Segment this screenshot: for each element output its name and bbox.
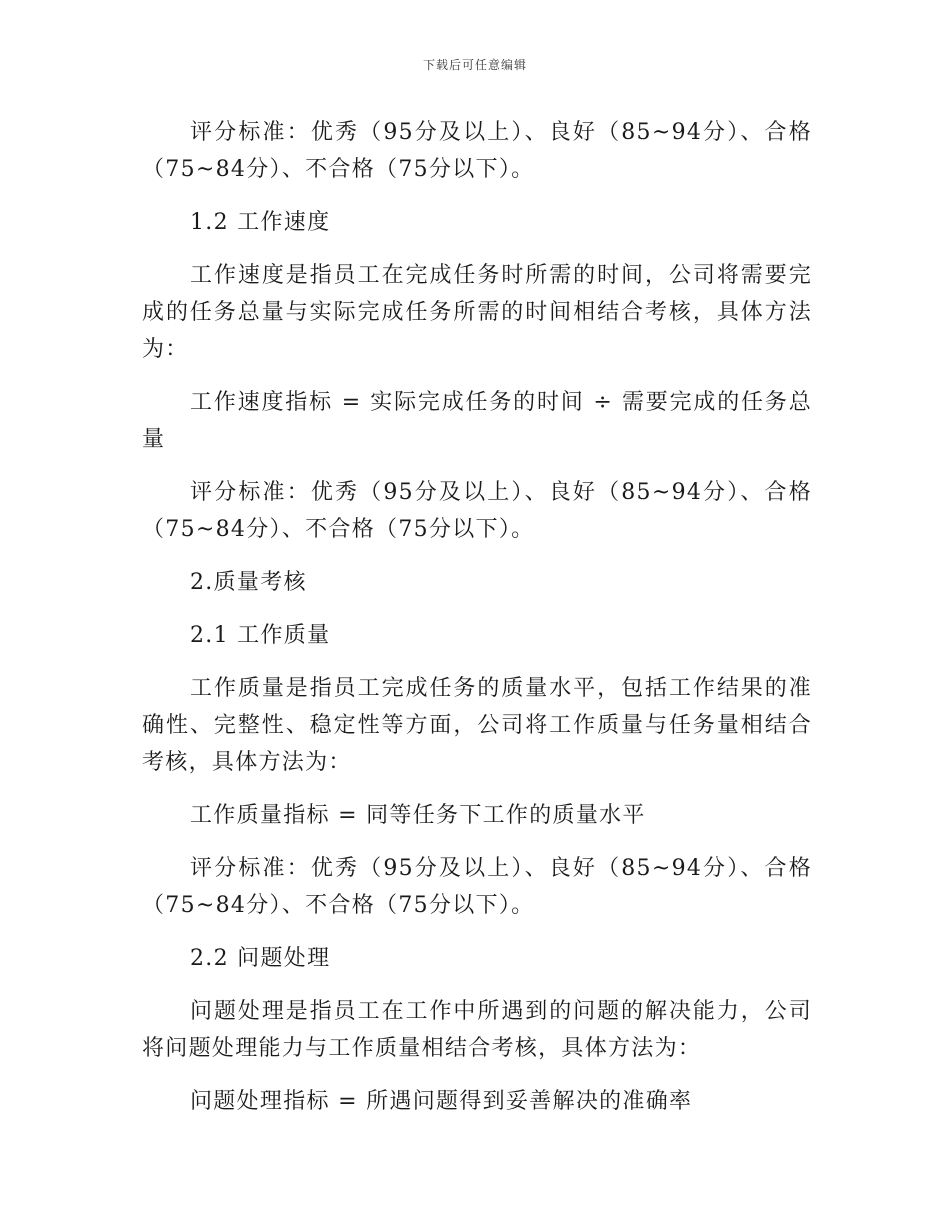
work-speed-description: 工作速度是指员工在完成任务时所需的时间，公司将需要完成的任务总量与实际完成任务所需的时间相结合考核，具体方法为： bbox=[142, 263, 812, 362]
scoring-criteria-paragraph: 评分标准：优秀（95分及以上）、良好（85~94分）、合格（75~84分）、不合格（75分以下）。 bbox=[142, 120, 812, 182]
section-heading-problem-handling: 2.2 问题处理 bbox=[190, 946, 331, 971]
scoring-criteria-paragraph: 评分标准：优秀（95分及以上）、良好（85~94分）、合格（75~84分）、不合格（75分以下）。 bbox=[142, 856, 812, 918]
work-speed-formula: 工作速度指标 = 实际完成任务的时间 ÷ 需要完成的任务总量 bbox=[142, 390, 812, 452]
scoring-criteria-paragraph: 评分标准：优秀（95分及以上）、良好（85~94分）、合格（75~84分）、不合格（75分以下）。 bbox=[142, 480, 812, 542]
work-quality-description: 工作质量是指员工完成任务的质量水平，包括工作结果的准确性、完整性、稳定性等方面，公司将工作质量与任务量相结合考核，具体方法为： bbox=[142, 676, 812, 775]
section-heading-work-quality: 2.1 工作质量 bbox=[190, 623, 331, 648]
section-heading-quality-assessment: 2.质量考核 bbox=[190, 570, 307, 595]
document-body bbox=[142, 114, 812, 1136]
work-quality-formula: 工作质量指标 = 同等任务下工作的质量水平 bbox=[190, 803, 646, 828]
section-heading-work-speed: 1.2 工作速度 bbox=[190, 210, 331, 235]
problem-handling-description: 问题处理是指员工在工作中所遇到的问题的解决能力，公司将问题处理能力与工作质量相结合考核，具体方法为： bbox=[142, 999, 812, 1061]
problem-handling-formula: 问题处理指标 = 所遇问题得到妥善解决的准确率 bbox=[190, 1089, 693, 1114]
page-header-note: 下载后可任意编辑 bbox=[422, 58, 527, 72]
